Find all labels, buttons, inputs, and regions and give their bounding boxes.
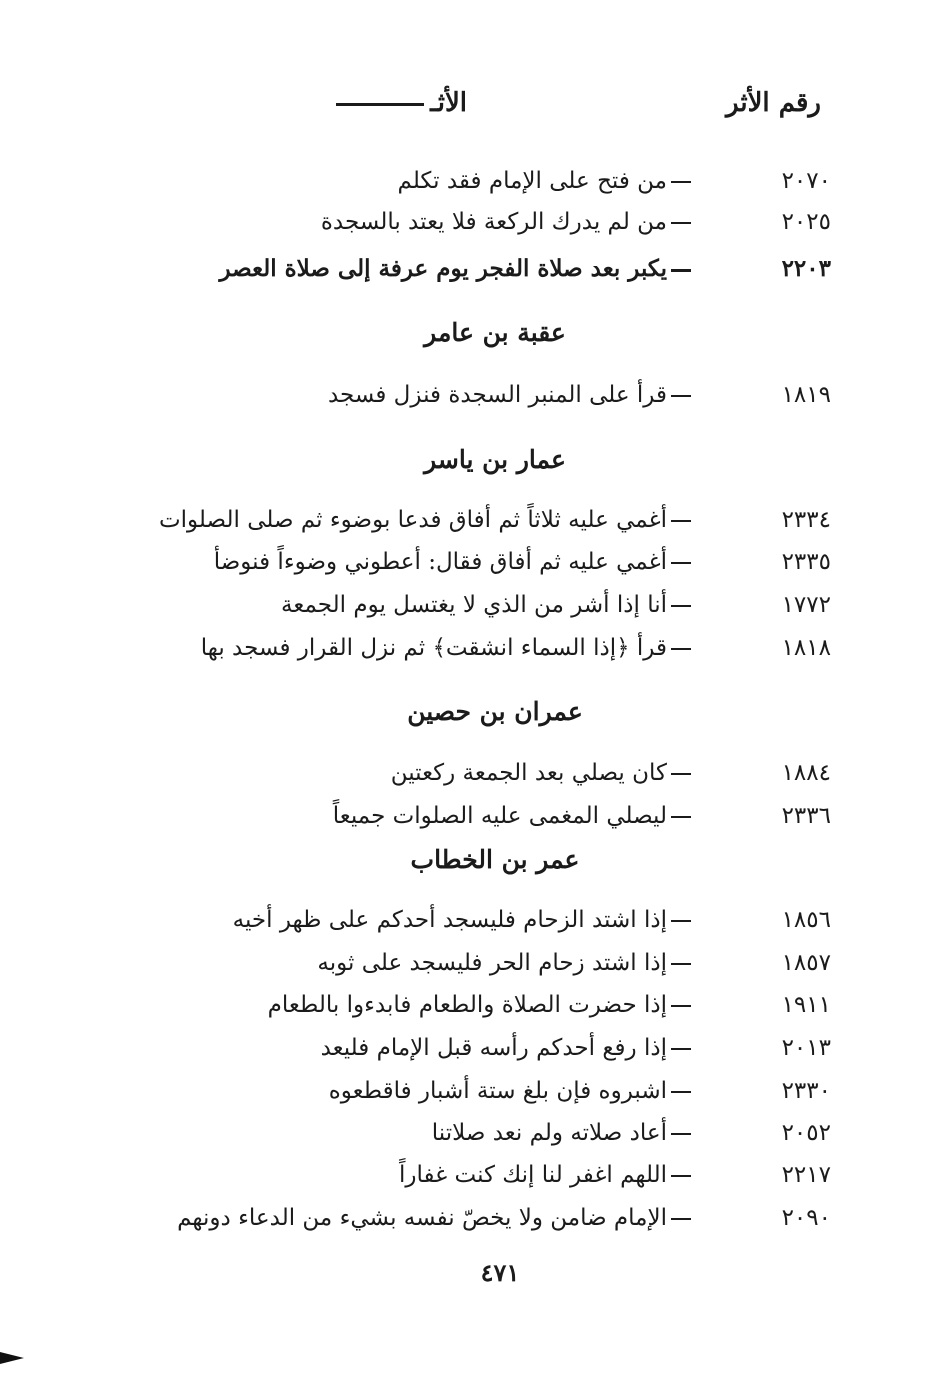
entry-text-wrap <box>177 1198 691 1238</box>
entry-number: ٢٠٧٠ <box>781 168 831 194</box>
entry-number: ١٨٨٤ <box>781 760 831 786</box>
entry-number: ٢٣٣٥ <box>781 549 831 575</box>
entry-text-wrap <box>201 628 691 668</box>
entry-text-wrap <box>398 161 691 201</box>
entry-text: يكبر بعد صلاة الفجر يوم عرفة إلى صلاة العصر <box>219 255 667 282</box>
entry-text: إذا اشتد الزحام فليسجد أحدكم على ظهر أخيه <box>232 907 667 933</box>
entry-dash <box>671 562 691 564</box>
entry-dash <box>671 648 691 650</box>
section-heading: عمران بن حصين <box>407 697 583 726</box>
entry-number: ٢٠٥٢ <box>781 1120 831 1146</box>
entry-number: ٢٢١٧ <box>781 1162 831 1188</box>
entry-dash <box>671 773 691 775</box>
entry-number: ١٨١٩ <box>781 382 831 408</box>
entry-text: إذا حضرت الصلاة والطعام فابدءوا بالطعام <box>267 992 667 1018</box>
text-column-header-label: الأثـ <box>430 88 467 118</box>
entry-text-wrap <box>328 375 691 415</box>
entry-dash <box>671 920 691 922</box>
entry-dash <box>671 1133 691 1135</box>
entry-number: ٢٢٠٣ <box>781 255 831 282</box>
entry-number: ٢٣٣٠ <box>781 1078 831 1104</box>
number-column-header: رقم الأثر <box>726 88 821 118</box>
entry-text: قرأ على المنبر السجدة فنزل فسجد <box>327 382 667 408</box>
entry-number: ٢٣٣٦ <box>781 803 831 829</box>
entry-text: أغمي عليه ثلاثاً ثم أفاق فدعا بوضوء ثم صلى الصلوات <box>159 507 667 533</box>
section-heading: عمر بن الخطاب <box>410 845 580 874</box>
entry-dash <box>671 605 691 607</box>
entry-text-wrap <box>399 1155 691 1195</box>
entry-text: ليصلي المغمى عليه الصلوات جميعاً <box>332 803 667 829</box>
entry-text: أعاد صلاته ولم نعد صلاتنا <box>431 1120 667 1146</box>
entry-dash <box>671 181 691 183</box>
scan-edge-mark <box>0 1352 24 1364</box>
entry-text-wrap <box>317 943 691 983</box>
entry-dash <box>671 1005 691 1007</box>
entry-text-wrap <box>159 500 691 540</box>
entry-text-wrap <box>214 542 691 582</box>
entry-text: قرأ ﴿إذا السماء انشقت﴾ ثم نزل القرار فسجد بها <box>200 635 667 661</box>
entry-number: ١٨٥٧ <box>781 950 831 976</box>
entry-text-wrap <box>329 1071 691 1111</box>
entry-dash <box>671 1175 691 1177</box>
entry-text: اللهم اغفر لنا إنك كنت غفاراً <box>399 1162 667 1188</box>
entry-dash <box>671 1048 691 1050</box>
entry-text: إذا رفع أحدكم رأسه قبل الإمام فليعد <box>320 1035 667 1061</box>
entry-dash <box>671 222 691 224</box>
text-column-header <box>336 88 467 118</box>
header-rule <box>336 103 424 106</box>
entry-text-wrap <box>333 796 691 836</box>
entry-number: ١٩١١ <box>781 992 831 1018</box>
section-heading: عمار بن ياسر <box>424 445 566 474</box>
entry-dash <box>671 520 691 522</box>
entry-text-wrap <box>321 1028 691 1068</box>
entry-text: أغمي عليه ثم أفاق فقال: أعطوني وضوءاً فنوضأ <box>213 549 667 575</box>
entry-number: ٢٣٣٤ <box>781 507 831 533</box>
entry-text-wrap <box>268 985 691 1025</box>
entry-text: الإمام ضامن ولا يخصّ نفسه بشيء من الدعاء دونهم <box>177 1205 667 1231</box>
entry-text: من لم يدرك الركعة فلا يعتد بالسجدة <box>320 209 667 235</box>
entry-text: أنا إذا أشر من الذي لا يغتسل يوم الجمعة <box>281 592 667 618</box>
entry-dash <box>671 395 691 397</box>
entry-text-wrap <box>233 900 691 940</box>
entry-text-wrap <box>281 585 691 625</box>
entry-number: ٢٠٢٥ <box>781 209 831 235</box>
entry-number: ٢٠١٣ <box>781 1035 831 1061</box>
section-heading: عقبة بن عامر <box>424 318 566 347</box>
entry-number: ٢٠٩٠ <box>781 1205 831 1231</box>
entry-dash <box>671 1218 691 1220</box>
entry-number: ١٧٧٢ <box>781 592 831 618</box>
entry-text: كان يصلي بعد الجمعة ركعتين <box>390 760 667 786</box>
entry-dash <box>671 963 691 965</box>
entry-text: إذا اشتد زحام الحر فليسجد على ثوبه <box>317 950 667 976</box>
entry-number: ١٨١٨ <box>781 635 831 661</box>
entry-text-wrap <box>219 249 691 289</box>
entry-dash <box>671 269 691 272</box>
entry-text: من فتح على الإمام فقد تكلم <box>397 168 667 194</box>
entry-dash <box>671 816 691 818</box>
entry-dash <box>671 1091 691 1093</box>
page-number: ٤٧١ <box>480 1258 520 1287</box>
entry-number: ١٨٥٦ <box>781 907 831 933</box>
entry-text: اشبروه فإن بلغ ستة أشبار فاقطعوه <box>328 1078 667 1104</box>
entry-text-wrap <box>321 202 691 242</box>
entry-text-wrap <box>391 753 691 793</box>
entry-text-wrap <box>432 1113 691 1153</box>
